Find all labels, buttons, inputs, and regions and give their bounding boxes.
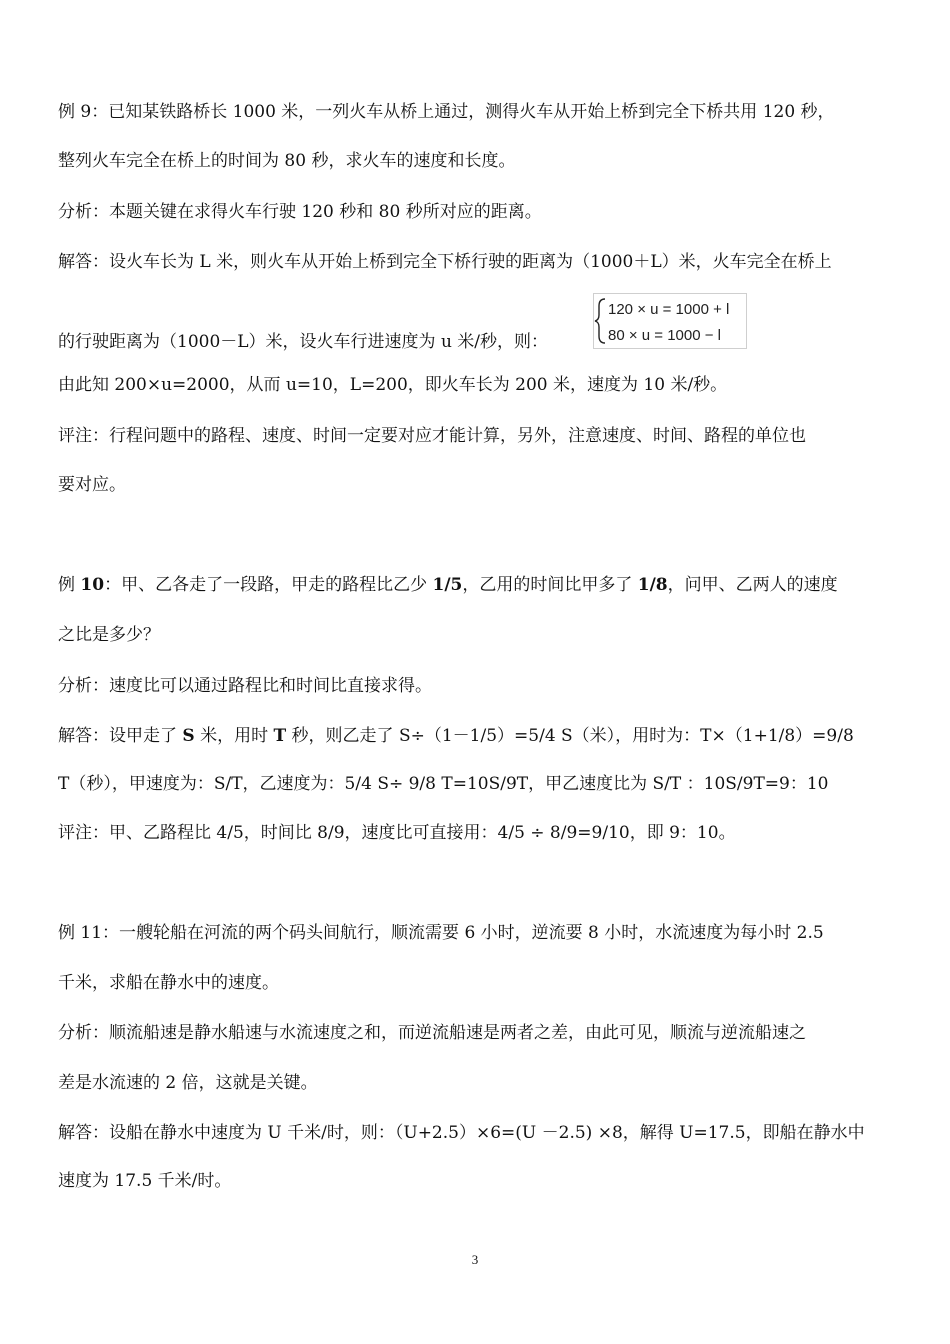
ex9-comment-line-2: 要对应。: [58, 475, 126, 495]
ex10-solution-line-2: T（秒），甲速度为：S/T，乙速度为：5/4 S÷ 9/8 T=10S/9T，甲乙速度比为 S/T ：10S/9T=9：10: [58, 774, 829, 794]
equation-system-image: [593, 293, 747, 349]
equation-row-1: 120 × u = 1000 + l: [608, 301, 730, 318]
ex9-analysis: 分析：本题关键在求得火车行驶 120 秒和 80 秒所对应的距离。: [58, 202, 542, 222]
ex11-solution-line-1: 解答：设船在静水中速度为 U 千米/时，则：（U+2.5）×6=(U －2.5) ×8，解得 U=17.5，即船在静水中: [58, 1123, 865, 1143]
ex9-solution-line-3: 由此知 200×u=2000，从而 u=10，L=200，即火车长为 200 米，速度为 10 米/秒。: [58, 375, 728, 395]
ex10-analysis: 分析：速度比可以通过路程比和时间比直接求得。: [58, 676, 432, 696]
ex11-statement-line-2: 千米，求船在静水中的速度。: [58, 973, 279, 993]
equation-row-2: 80 × u = 1000 − l: [608, 327, 722, 344]
ex9-solution-line-2: 的行驶距离为（1000－L）米，设火车行进速度为 u 米/秒，则：: [58, 332, 549, 352]
ex11-analysis-line-2: 差是水流速的 2 倍，这就是关键。: [58, 1073, 318, 1093]
ex11-statement-line-1: 例 11：一艘轮船在河流的两个码头间航行，顺流需要 6 小时，逆流要 8 小时，水流速度为每小时 2.5: [58, 923, 824, 943]
ex10-solution-line-1: 解答：设甲走了 S 米，用时 T 秒，则乙走了 S÷（1－1/5）=5/4 S（米），用时为：T×（1+1/8）=9/8: [58, 726, 854, 746]
ex9-solution-line-1: 解答：设火车长为 L 米，则火车从开始上桥到完全下桥行驶的距离为（1000＋L）米，火车完全在桥上: [58, 252, 832, 272]
ex10-comment: 评注：甲、乙路程比 4/5，时间比 8/9，速度比可直接用：4/5 ÷ 8/9=9/10，即 9：10。: [58, 823, 736, 843]
ex11-analysis-line-1: 分析：顺流船速是静水船速与水流速度之和，而逆流船速是两者之差，由此可见，顺流与逆流船速之: [58, 1023, 806, 1043]
page-number: 3: [471, 1252, 479, 1267]
ex10-statement-line-1: 例 10：甲、乙各走了一段路，甲走的路程比乙少 1/5，乙用的时间比甲多了 1/8，问甲、乙两人的速度: [58, 575, 838, 595]
ex9-comment-line-1: 评注：行程问题中的路程、速度、时间一定要对应才能计算，另外，注意速度、时间、路程的单位也: [58, 426, 806, 446]
ex10-statement-line-2: 之比是多少？: [58, 625, 160, 645]
ex11-solution-line-2: 速度为 17.5 千米/时。: [58, 1171, 232, 1191]
ex9-statement-line-2: 整列火车完全在桥上的时间为 80 秒，求火车的速度和长度。: [58, 151, 516, 171]
ex9-statement-line-1: 例 9：已知某铁路桥长 1000 米，一列火车从桥上通过，测得火车从开始上桥到完全下桥共用 120 秒，: [58, 102, 835, 122]
